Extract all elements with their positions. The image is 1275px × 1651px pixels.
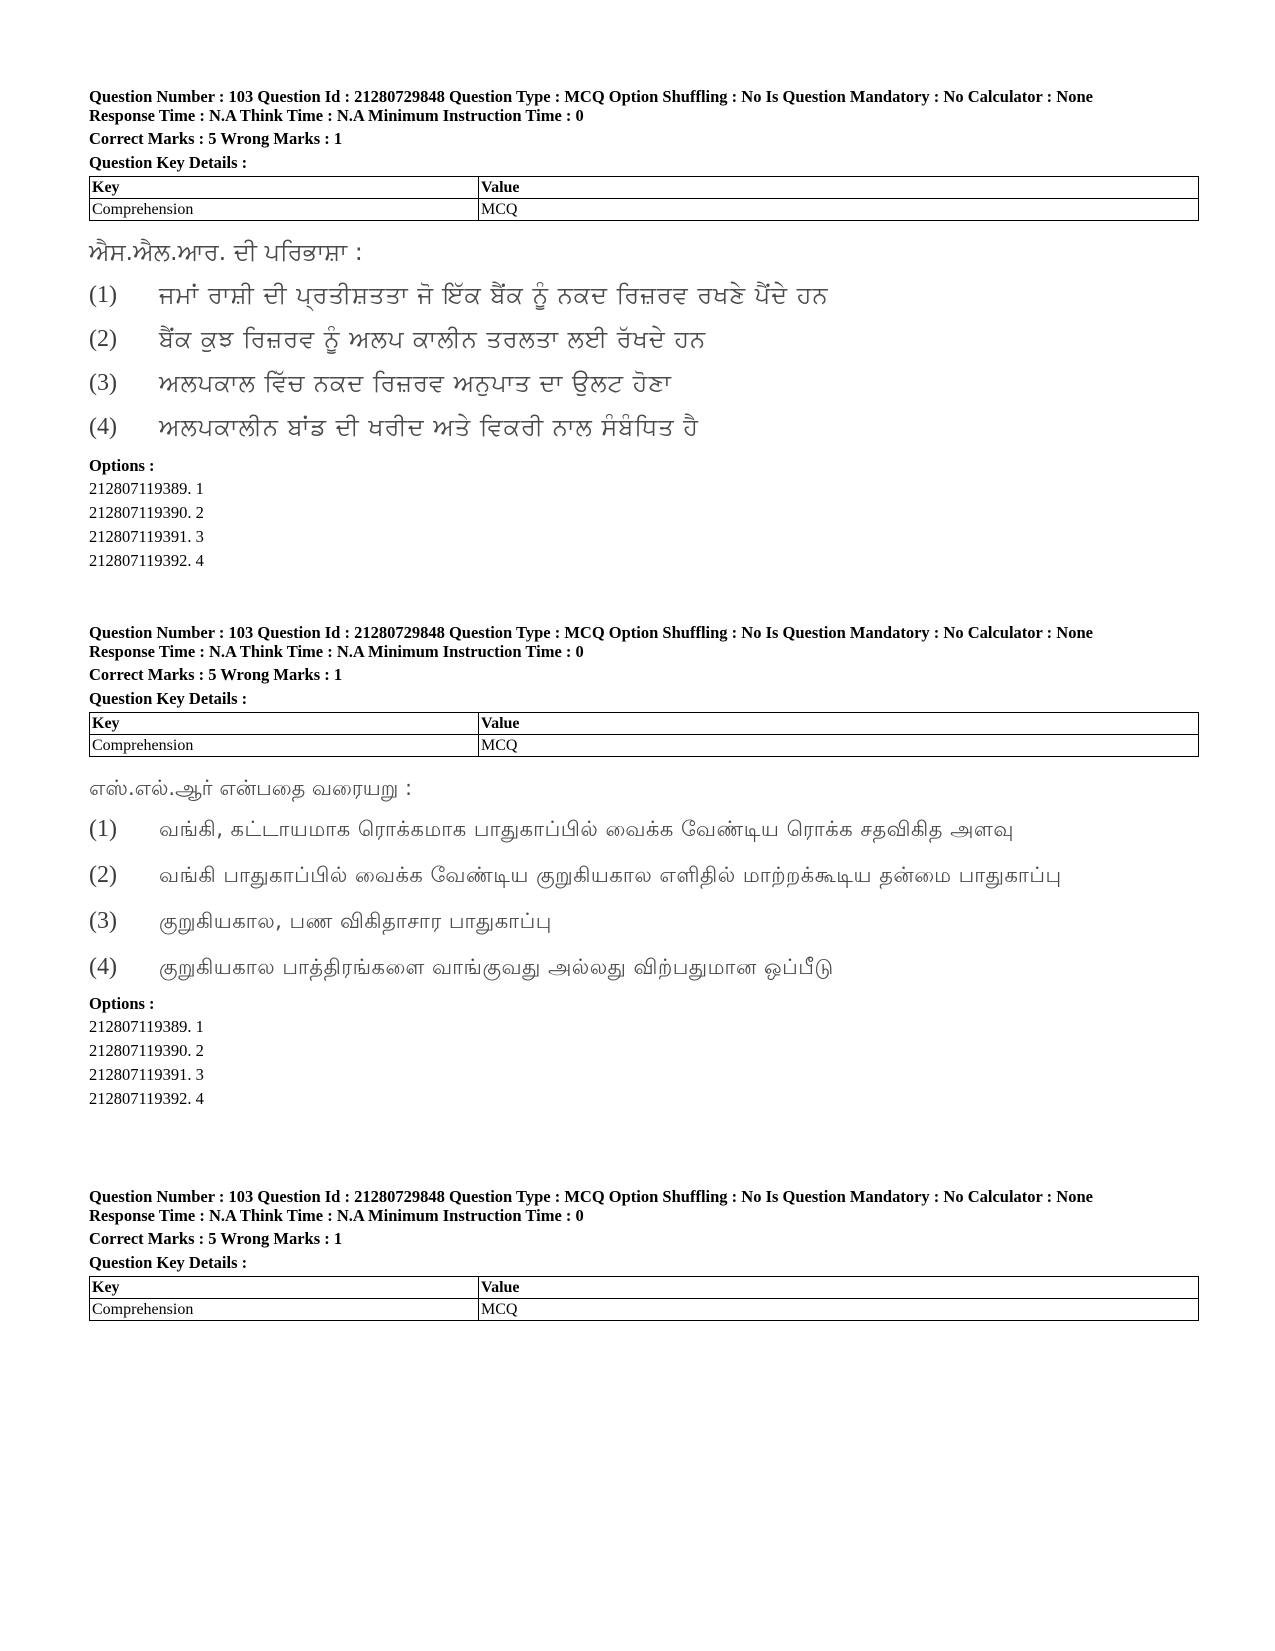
statement-text: குறுகியகால பாத்திரங்களை வாங்குவது அல்லது விற்பதுமான ஒப்பீடு <box>159 955 834 979</box>
question-meta-line: Question Number : 103 Question Id : 21280729848 Question Type : MCQ Option Shuffling : No Is Question Mandatory : No Calculator : None <box>89 623 1093 642</box>
option-item: 212807119390. 2 <box>89 503 204 522</box>
statement-item <box>89 317 1199 361</box>
option-item: 212807119391. 3 <box>89 527 204 546</box>
statement-text: ਅਲਪਕਾਲ ਵਿੱਚ ਨਕਦ ਰਿਜ਼ਰਵ ਅਨੁਪਾਤ ਦਾ ਉਲਟ ਹੋਣਾ <box>159 369 672 397</box>
marks-line: Correct Marks : 5 Wrong Marks : 1 <box>89 1229 343 1248</box>
statement-number: (2) <box>89 862 117 888</box>
option-item: 212807119391. 3 <box>89 1065 204 1084</box>
statement-number: (4) <box>89 414 117 440</box>
statement-text: குறுகியகால, பண விகிதாசார பாதுகாப்பு <box>159 909 552 933</box>
option-item: 212807119389. 1 <box>89 1017 204 1036</box>
value-cell: MCQ <box>479 199 1199 221</box>
option-item: 212807119392. 4 <box>89 1089 204 1108</box>
value-cell: MCQ <box>479 735 1199 757</box>
table-header-row <box>90 713 1199 735</box>
key-details-table <box>89 176 1199 221</box>
key-header: Key <box>90 713 479 735</box>
table-header-row <box>90 1277 1199 1299</box>
statement-number: (3) <box>89 370 117 396</box>
key-details-table <box>89 1276 1199 1321</box>
statement-number: (1) <box>89 282 117 308</box>
question-timing-line: Response Time : N.A Think Time : N.A Minimum Instruction Time : 0 <box>89 106 584 125</box>
statement-item <box>89 405 1199 449</box>
table-row <box>90 199 1199 221</box>
value-header: Value <box>479 1277 1199 1299</box>
options-label: Options : <box>89 994 155 1013</box>
statement-number: (4) <box>89 954 117 980</box>
option-item: 212807119389. 1 <box>89 479 204 498</box>
key-details-table <box>89 712 1199 757</box>
value-cell: MCQ <box>479 1299 1199 1321</box>
question-timing-line: Response Time : N.A Think Time : N.A Minimum Instruction Time : 0 <box>89 642 584 661</box>
statement-item <box>89 273 1199 317</box>
key-header: Key <box>90 1277 479 1299</box>
statement-item <box>89 855 1199 895</box>
statement-text: ਅਲਪਕਾਲੀਨ ਬਾਂਡ ਦੀ ਖਰੀਦ ਅਤੇ ਵਿਕਰੀ ਨਾਲ ਸੰਬੰਧਿਤ ਹੈ <box>159 413 699 441</box>
statement-number: (1) <box>89 816 117 842</box>
question-image <box>89 231 1199 449</box>
question-meta-line: Question Number : 103 Question Id : 21280729848 Question Type : MCQ Option Shuffling : No Is Question Mandatory : No Calculator : None <box>89 87 1093 106</box>
statement-text: வங்கி பாதுகாப்பில் வைக்க வேண்டிய குறுகியகால எளிதில் மாற்றக்கூடிய தன்மை பாதுகாப்பு <box>159 863 1062 887</box>
table-row <box>90 1299 1199 1321</box>
question-title: எஸ்.எல்.ஆர் என்பதை வரையறு : <box>89 776 413 800</box>
key-header: Key <box>90 177 479 199</box>
question-meta-line: Question Number : 103 Question Id : 21280729848 Question Type : MCQ Option Shuffling : No Is Question Mandatory : No Calculator : None <box>89 1187 1093 1206</box>
statement-item <box>89 901 1199 941</box>
key-cell: Comprehension <box>90 1299 479 1321</box>
option-item: 212807119392. 4 <box>89 551 204 570</box>
statement-text: வங்கி, கட்டாயமாக ரொக்கமாக பாதுகாப்பில் வைக்க வேண்டிய ரொக்க சதவிகித அளவு <box>159 817 1014 841</box>
question-timing-line: Response Time : N.A Think Time : N.A Minimum Instruction Time : 0 <box>89 1206 584 1225</box>
key-cell: Comprehension <box>90 199 479 221</box>
statement-item <box>89 809 1199 849</box>
statement-text: ਬੈਂਕ ਕੁਝ ਰਿਜ਼ਰਵ ਨੂੰ ਅਲਪ ਕਾਲੀਨ ਤਰਲਤਾ ਲਈ ਰੱਖਦੇ ਹਨ <box>159 325 707 353</box>
question-title: ਐਸ.ਐਲ.ਆਰ. ਦੀ ਪਰਿਭਾਸ਼ਾ : <box>89 238 363 266</box>
statement-item <box>89 947 1199 987</box>
marks-line: Correct Marks : 5 Wrong Marks : 1 <box>89 129 343 148</box>
value-header: Value <box>479 177 1199 199</box>
value-header: Value <box>479 713 1199 735</box>
key-details-label: Question Key Details : <box>89 1253 248 1272</box>
question-block-1 <box>89 87 1199 573</box>
marks-line: Correct Marks : 5 Wrong Marks : 1 <box>89 665 343 684</box>
option-item: 212807119390. 2 <box>89 1041 204 1060</box>
statement-text: ਜਮਾਂ ਰਾਸ਼ੀ ਦੀ ਪ੍ਰਤੀਸ਼ਤਤਾ ਜੋ ਇੱਕ ਬੈਂਕ ਨੂੰ ਨਕਦ ਰਿਜ਼ਰਵ ਰਖਣੇ ਪੈਂਦੇ ਹਨ <box>159 281 829 309</box>
question-block-3 <box>89 1187 1199 1321</box>
statement-number: (2) <box>89 326 117 352</box>
statement-item <box>89 361 1199 405</box>
key-details-label: Question Key Details : <box>89 153 248 172</box>
statement-number: (3) <box>89 908 117 934</box>
key-cell: Comprehension <box>90 735 479 757</box>
question-image <box>89 767 1199 987</box>
question-block-2 <box>89 623 1199 1111</box>
table-row <box>90 735 1199 757</box>
key-details-label: Question Key Details : <box>89 689 248 708</box>
table-header-row <box>90 177 1199 199</box>
options-label: Options : <box>89 456 155 475</box>
